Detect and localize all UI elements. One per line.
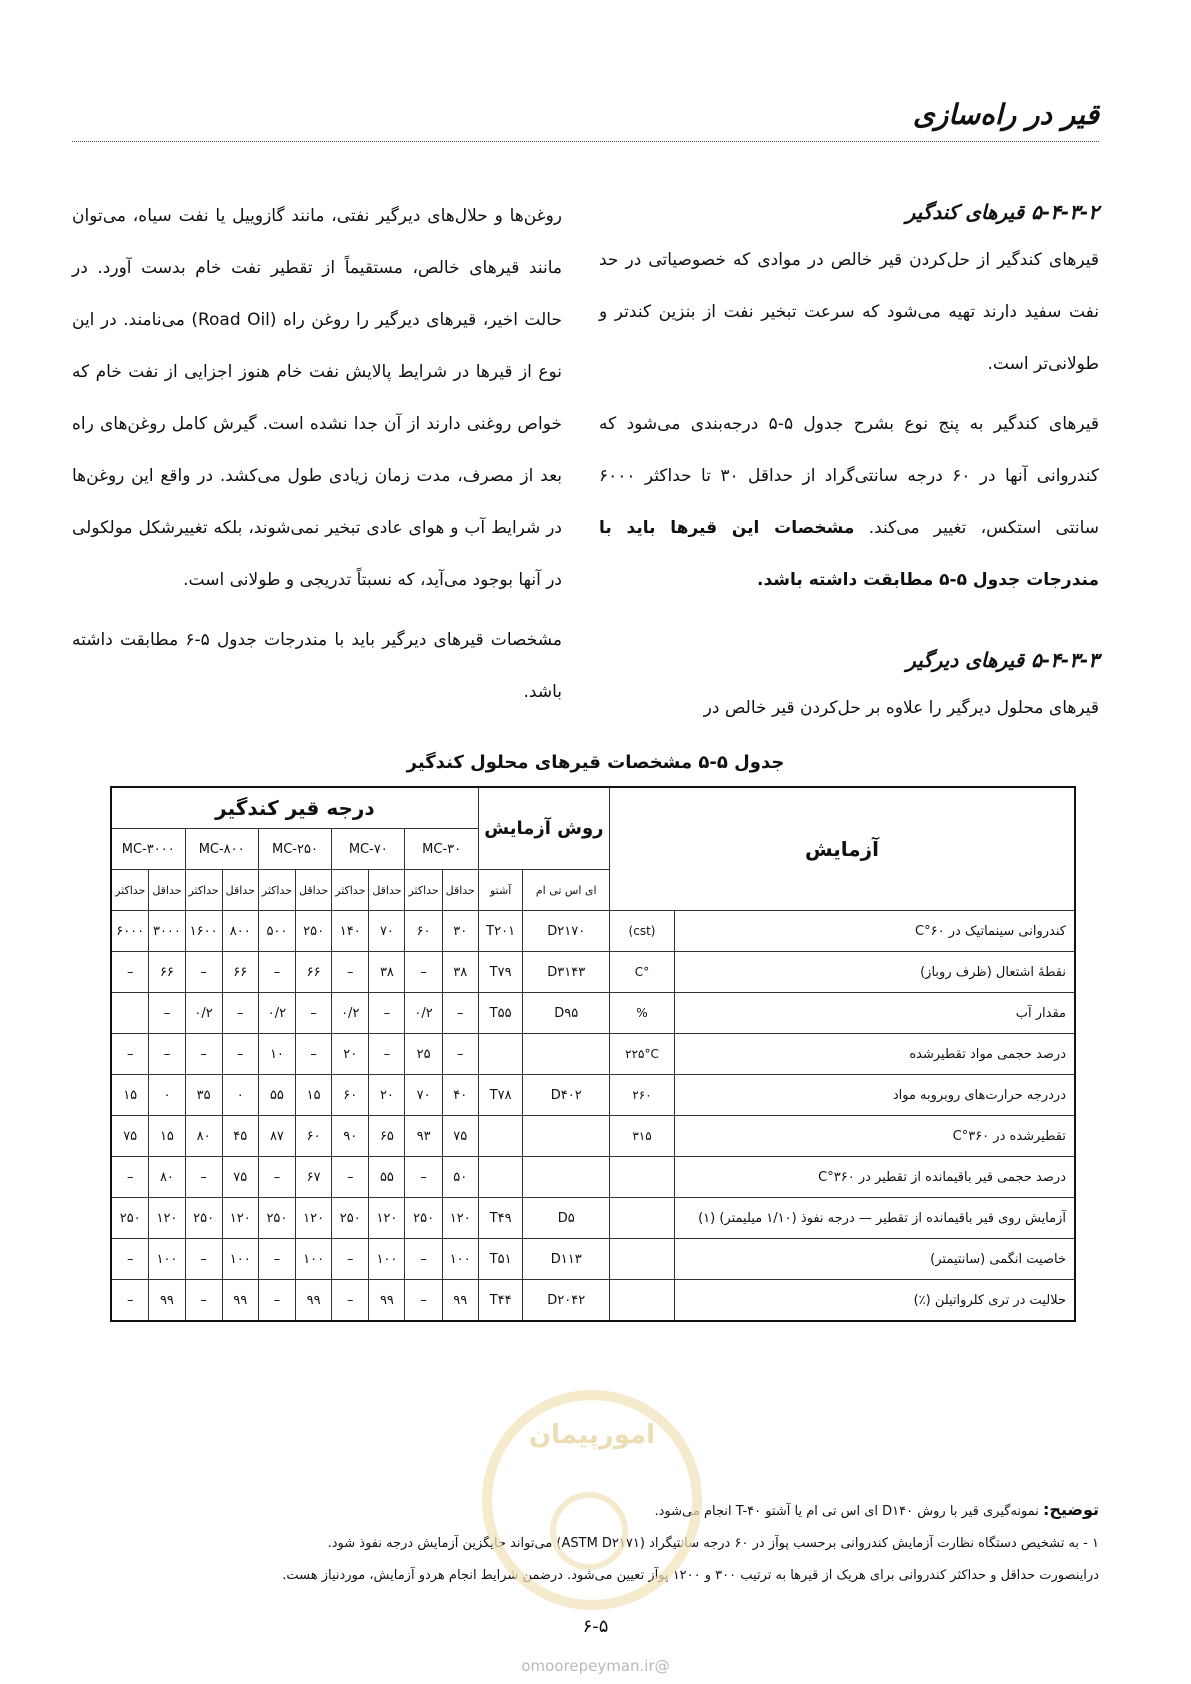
astm-cell: D۲۰۴۲ — [523, 1280, 610, 1322]
value-cell: – — [149, 993, 185, 1034]
col-header-method: روش آزمایش — [478, 787, 609, 870]
left-paragraph1: روغن‌ها و حلال‌های دیرگیر نفتی، مانند گازوییل یا نفت سیاه، می‌توان مانند قیرهای خالص، مستقیماً از تقطیر نفت خام بدست آورد. در حالت اخیر، قیرهای دیرگیر را روغن راه (Road Oil) می‌نامند. در این نوع از قیرها در شرایط پالایش نفت خام هنوز اجزایی از نفت خام که خواص روغنی دارند از آن جدا نشده است. گیرش کامل روغن‌های راه بعد از مصرف، مدت زمان زیادی طول می‌کشد. در واقع این روغن‌ها در شرایط آب و هوای عادی تبخیر نمی‌شوند، بلکه تغییرشکل مولکولی در آنها بوجود می‌آید، که نسبتاً تدریجی و طولانی است. — [72, 206, 562, 590]
page-number: ۶-۵ — [582, 1616, 609, 1637]
section-heading-2: ۵-۴-۳-۳ قیرهای دیرگیر — [906, 648, 1099, 672]
watermark-seal — [482, 1390, 702, 1610]
section1-paragraph2 — [599, 398, 1099, 606]
value-cell: ۲۰ — [332, 1034, 369, 1075]
value-cell: ۱۲۰ — [222, 1198, 258, 1239]
left-column — [72, 190, 562, 726]
aashto-cell — [478, 1116, 523, 1157]
value-cell: ۷۵ — [111, 1116, 149, 1157]
value-cell: ۰/۲ — [258, 993, 295, 1034]
min-header: حداقل — [149, 870, 185, 911]
test-cell: آزمایش روی قیر باقیمانده از تقطیر — درجه نفوذ (۱/۱۰ میلیمتر) (۱) — [675, 1198, 1076, 1239]
value-cell: – — [111, 1239, 149, 1280]
test-cell: درصد حجمی مواد تقطیرشده — [675, 1034, 1076, 1075]
aashto-cell: T۴۴ — [478, 1280, 523, 1322]
table-row — [111, 1116, 1075, 1157]
notes-label: توضیح: — [1043, 1500, 1099, 1519]
astm-cell: D۴۰۲ — [523, 1075, 610, 1116]
grade-header: MC-۸۰۰ — [185, 829, 258, 870]
page-header-title: قیر در راه‌سازی — [912, 98, 1099, 131]
value-cell: – — [405, 952, 442, 993]
value-cell: ۶۰ — [296, 1116, 332, 1157]
value-cell: – — [369, 993, 405, 1034]
value-cell: – — [222, 993, 258, 1034]
value-cell: ۸۰۰ — [222, 911, 258, 952]
value-cell: ۱۰۰ — [222, 1239, 258, 1280]
watermark-site: @omoorepeyman.ir — [521, 1657, 670, 1675]
value-cell: ۱۲۰ — [369, 1198, 405, 1239]
col-header-test: آزمایش — [610, 787, 1076, 911]
note-0-text: نمونه‌گیری قیر با روش D۱۴۰ ای اس تی ام یا آشتو T-۴۰ انجام می‌شود. — [654, 1504, 1039, 1519]
min-header: حداقل — [442, 870, 478, 911]
value-cell: ۲۵۰ — [296, 911, 332, 952]
table-caption: جدول ۵-۵ مشخصات قیرهای محلول کندگیر — [406, 752, 785, 773]
table-row — [111, 1280, 1075, 1322]
table-row — [111, 952, 1075, 993]
unit-cell: (cst) — [610, 911, 675, 952]
table-row — [111, 1034, 1075, 1075]
value-cell: ۲۰ — [369, 1075, 405, 1116]
value-cell: ۰ — [222, 1075, 258, 1116]
value-cell: ۵۰۰ — [258, 911, 295, 952]
value-cell: ۹۹ — [369, 1280, 405, 1322]
right-column — [599, 190, 1099, 742]
value-cell: – — [111, 952, 149, 993]
astm-cell — [523, 1116, 610, 1157]
table-row — [111, 993, 1075, 1034]
left-paragraph2: مشخصات قیرهای دیرگیر باید با مندرجات جدول ۵-۶ مطابقت داشته باشد. — [72, 630, 562, 702]
value-cell: ۱۰۰ — [149, 1239, 185, 1280]
astm-cell: D۵ — [523, 1198, 610, 1239]
astm-cell — [523, 1034, 610, 1075]
value-cell: – — [332, 952, 369, 993]
aashto-cell: T۵۱ — [478, 1239, 523, 1280]
value-cell: ۶۷ — [296, 1157, 332, 1198]
value-cell: ۴۰ — [442, 1075, 478, 1116]
unit-cell: % — [610, 993, 675, 1034]
value-cell: ۲۵۰ — [405, 1198, 442, 1239]
table-row — [111, 1239, 1075, 1280]
value-cell — [111, 993, 149, 1034]
value-cell: – — [442, 1034, 478, 1075]
method-astm-header: ای اس تی ام — [523, 870, 610, 911]
aashto-cell: T۷۹ — [478, 952, 523, 993]
astm-cell: D۱۱۳ — [523, 1239, 610, 1280]
unit-cell: ۲۲۵°C — [610, 1034, 675, 1075]
unit-cell: °C — [610, 952, 675, 993]
test-cell: کندروانی سینماتیک در ۶۰°C — [675, 911, 1076, 952]
section1-paragraph2-bold: مشخصات این قیرها باید با مندرجات جدول ۵-۵ مطابقت داشته باشد. — [599, 518, 1099, 590]
value-cell: ۲۵۰ — [258, 1198, 295, 1239]
spec-table-body — [111, 911, 1075, 1322]
value-cell: ۶۰۰۰ — [111, 911, 149, 952]
min-header: حداقل — [296, 870, 332, 911]
value-cell: – — [111, 1034, 149, 1075]
value-cell: ۱۰ — [258, 1034, 295, 1075]
max-header: حداکثر — [185, 870, 222, 911]
astm-cell — [523, 1157, 610, 1198]
max-header: حداکثر — [111, 870, 149, 911]
value-cell: ۳۵ — [185, 1075, 222, 1116]
value-cell: – — [332, 1157, 369, 1198]
max-header: حداکثر — [405, 870, 442, 911]
unit-cell: ۲۶۰ — [610, 1075, 675, 1116]
col-header-grade: درجه قیر کندگیر — [111, 787, 478, 829]
value-cell: – — [405, 1239, 442, 1280]
value-cell: ۷۵ — [222, 1157, 258, 1198]
max-header: حداکثر — [332, 870, 369, 911]
aashto-cell — [478, 1034, 523, 1075]
value-cell: ۳۸ — [369, 952, 405, 993]
max-header: حداکثر — [258, 870, 295, 911]
table-row — [111, 911, 1075, 952]
value-cell: ۱۲۰ — [149, 1198, 185, 1239]
value-cell: – — [258, 952, 295, 993]
value-cell: ۸۰ — [149, 1157, 185, 1198]
section-heading-1: ۵-۴-۳-۲ قیرهای کندگیر — [905, 200, 1099, 224]
table-row — [111, 1198, 1075, 1239]
astm-cell: D۲۱۷۰ — [523, 911, 610, 952]
value-cell: ۸۰ — [185, 1116, 222, 1157]
value-cell: ۱۰۰ — [296, 1239, 332, 1280]
value-cell: ۲۵۰ — [111, 1198, 149, 1239]
value-cell: ۵۵ — [369, 1157, 405, 1198]
value-cell: ۶۰ — [405, 911, 442, 952]
value-cell: ۳۸ — [442, 952, 478, 993]
spec-table — [110, 786, 1076, 1322]
value-cell: – — [405, 1280, 442, 1322]
aashto-cell: T۴۹ — [478, 1198, 523, 1239]
value-cell: ۹۹ — [149, 1280, 185, 1322]
value-cell: – — [258, 1239, 295, 1280]
test-cell: دردرجه حرارت‌های روبروبه مواد — [675, 1075, 1076, 1116]
min-header: حداقل — [222, 870, 258, 911]
value-cell: ۹۹ — [442, 1280, 478, 1322]
table-row — [111, 1157, 1075, 1198]
unit-cell — [610, 1157, 675, 1198]
test-cell: حلالیت در تری کلرواتیلن (٪) — [675, 1280, 1076, 1322]
value-cell: ۱۶۰۰ — [185, 911, 222, 952]
value-cell: – — [332, 1239, 369, 1280]
value-cell: ۱۰۰ — [369, 1239, 405, 1280]
value-cell: – — [149, 1034, 185, 1075]
section1-paragraph2-text: قیرهای کندگیر به پنج نوع بشرح جدول ۵-۵ درجه‌بندی می‌شود که کندروانی آنها در ۶۰ درجه سانتی‌گراد از حداقل ۳۰ تا حداکثر ۶۰۰۰ سانتی استکس، تغییر می‌کند. — [599, 414, 1099, 538]
astm-cell: D۹۵ — [523, 993, 610, 1034]
method-aashto-header: آشتو — [478, 870, 523, 911]
note-2: دراینصورت حداقل و حداکثر کندروانی برای هریک از قیرها به ترتیب ۳۰۰ و ۱۲۰۰ پوآز تعیین می‌شود. درضمن شرایط انجام هردو آزمایش، موردنیاز هست. — [282, 1568, 1099, 1583]
value-cell: – — [185, 1239, 222, 1280]
grade-header: MC-۷۰ — [332, 829, 405, 870]
value-cell: ۱۰۰ — [442, 1239, 478, 1280]
gear-icon — [550, 1492, 628, 1570]
value-cell: – — [111, 1157, 149, 1198]
value-cell: ۰ — [149, 1075, 185, 1116]
grade-header: MC-۳۰۰۰ — [111, 829, 185, 870]
value-cell: ۰/۲ — [185, 993, 222, 1034]
table-row — [111, 1075, 1075, 1116]
test-cell: مقدار آب — [675, 993, 1076, 1034]
aashto-cell: T۷۸ — [478, 1075, 523, 1116]
grade-header: MC-۲۵۰ — [258, 829, 331, 870]
value-cell: – — [369, 1034, 405, 1075]
section2-paragraph1: قیرهای محلول دیرگیر را علاوه بر حل‌کردن قیر خالص در — [703, 698, 1099, 718]
unit-cell — [610, 1198, 675, 1239]
value-cell: ۲۵ — [405, 1034, 442, 1075]
value-cell: – — [258, 1157, 295, 1198]
value-cell: ۰/۲ — [405, 993, 442, 1034]
value-cell: ۹۳ — [405, 1116, 442, 1157]
unit-cell — [610, 1280, 675, 1322]
min-header: حداقل — [369, 870, 405, 911]
value-cell: – — [296, 993, 332, 1034]
value-cell: ۶۶ — [149, 952, 185, 993]
value-cell: – — [405, 1157, 442, 1198]
value-cell: ۱۲۰ — [442, 1198, 478, 1239]
value-cell: ۱۵ — [149, 1116, 185, 1157]
value-cell: ۶۰ — [332, 1075, 369, 1116]
value-cell: ۳۰ — [442, 911, 478, 952]
aashto-cell: T۲۰۱ — [478, 911, 523, 952]
test-cell: درصد حجمی قیر باقیمانده از تقطیر در ۳۶۰°C — [675, 1157, 1076, 1198]
aashto-cell — [478, 1157, 523, 1198]
value-cell: ۰/۲ — [332, 993, 369, 1034]
note-1: ۱ - به تشخیص دستگاه نظارت آزمایش کندروانی برحسب پوآز در ۶۰ درجه سانتیگراد (ASTM D۲۱۷۱) می‌تواند جایگزین آزمایش درجه نفوذ شود. — [327, 1536, 1099, 1551]
value-cell: – — [258, 1280, 295, 1322]
value-cell: – — [442, 993, 478, 1034]
value-cell: ۶۶ — [222, 952, 258, 993]
astm-cell: D۳۱۴۳ — [523, 952, 610, 993]
unit-cell — [610, 1239, 675, 1280]
test-cell: تقطیرشده در ۳۶۰°C — [675, 1116, 1076, 1157]
value-cell: ۲۵۰ — [332, 1198, 369, 1239]
value-cell: – — [296, 1034, 332, 1075]
value-cell: ۸۷ — [258, 1116, 295, 1157]
value-cell: – — [185, 1280, 222, 1322]
aashto-cell: T۵۵ — [478, 993, 523, 1034]
value-cell: ۵۰ — [442, 1157, 478, 1198]
value-cell: ۶۶ — [296, 952, 332, 993]
value-cell: ۱۲۰ — [296, 1198, 332, 1239]
watermark-text: امورپیمان — [528, 1420, 656, 1450]
value-cell: ۱۴۰ — [332, 911, 369, 952]
value-cell: – — [185, 952, 222, 993]
header-rule — [72, 141, 1099, 142]
value-cell: ۹۹ — [296, 1280, 332, 1322]
unit-cell: ۳۱۵ — [610, 1116, 675, 1157]
value-cell: ۹۹ — [222, 1280, 258, 1322]
value-cell: – — [185, 1034, 222, 1075]
value-cell: ۱۵ — [296, 1075, 332, 1116]
value-cell: ۵۵ — [258, 1075, 295, 1116]
value-cell: ۷۰ — [369, 911, 405, 952]
value-cell: ۲۵۰ — [185, 1198, 222, 1239]
value-cell: ۶۵ — [369, 1116, 405, 1157]
value-cell: ۴۵ — [222, 1116, 258, 1157]
grade-header: MC-۳۰ — [405, 829, 478, 870]
value-cell: ۱۵ — [111, 1075, 149, 1116]
value-cell: ۷۰ — [405, 1075, 442, 1116]
section1-paragraph1: قیرهای کندگیر از حل‌کردن قیر خالص در موادی که خصوصیاتی در حد نفت سفید دارند تهیه می‌شود که سرعت تبخیر نفت از بنزین کندتر و طولانی‌تر است. — [599, 250, 1099, 374]
value-cell: ۳۰۰۰ — [149, 911, 185, 952]
value-cell: ۷۵ — [442, 1116, 478, 1157]
value-cell: – — [111, 1280, 149, 1322]
value-cell: – — [332, 1280, 369, 1322]
test-cell: نقطهٔ اشتعال (ظرف روباز) — [675, 952, 1076, 993]
test-cell: خاصیت انگمی (سانتیمتر) — [675, 1239, 1076, 1280]
value-cell: ۹۰ — [332, 1116, 369, 1157]
value-cell: – — [185, 1157, 222, 1198]
value-cell: – — [222, 1034, 258, 1075]
